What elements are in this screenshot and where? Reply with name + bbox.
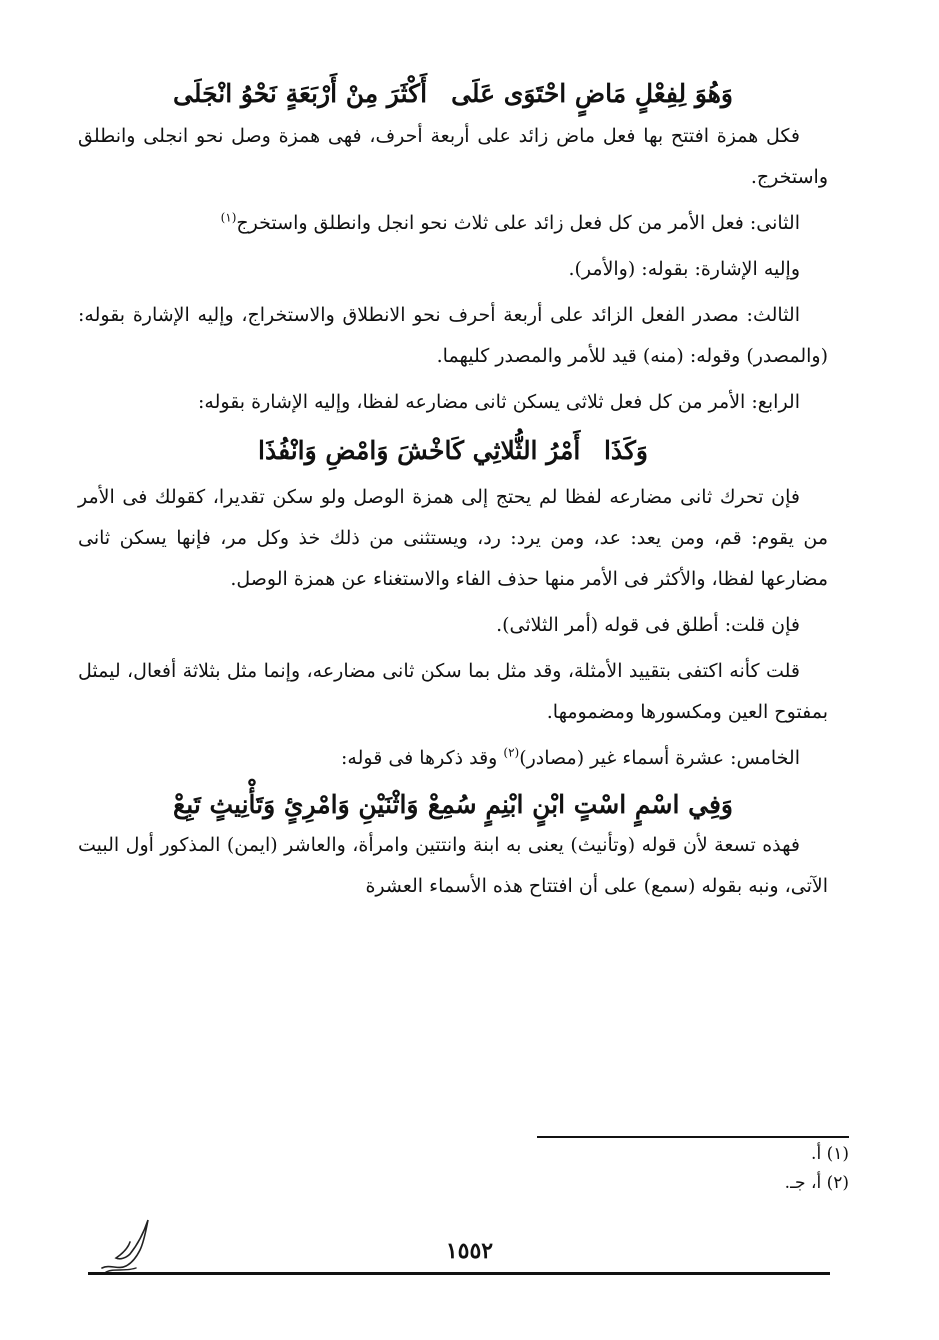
book-page <box>78 60 828 912</box>
paragraph: وإليه الإشارة: بقوله: (والأمر). <box>568 258 800 280</box>
verse-first-hemistich: وَفِي اسْمٍ اسْتٍ ابْنٍ ابْنِمٍ سُمِعْ <box>427 790 733 819</box>
verse-line <box>258 431 648 471</box>
paragraph-text: وقد ذكرها فى قوله: <box>341 747 504 769</box>
verse-first-hemistich: وَكَذَا <box>603 436 648 465</box>
verse-line <box>173 74 733 114</box>
paragraph: فكل همزة افتتح بها فعل ماض زائد على أربعة أحرف، فهى همزة وصل نحو انجلى وانطلق واستخرج. <box>78 125 828 188</box>
footnote: (١) أ. <box>811 1144 849 1164</box>
paragraph: الثالث: مصدر الفعل الزائد على أربعة أحرف نحو الانطلاق والاستخراج، وإليه الإشارة بقوله: (والمصدر) وقوله: (منه) قيد للأمر والمصدر كليهما. <box>78 304 828 367</box>
verse-second-hemistich: أَمْرُ الثُّلاثِي كَاخْشَ وَامْضِ وَانْفُذَا <box>258 436 581 465</box>
footnote-reference: (١) <box>220 210 237 225</box>
paragraph: قلت كأنه اكتفى بتقييد الأمثلة، وقد مثل بما سكن ثانى مضارعه، وإنما مثل بثلاثة أفعال، ليمثل بمفتوح العين ومكسورها ومضمومها. <box>78 660 828 723</box>
paragraph: فإن تحرك ثانى مضارعه لفظا لم يحتج إلى همزة الوصل ولو سكن تقديرا، كقولك فى الأمر من يقوم: قم، ومن يعد: عد، ومن يرد: رد، ويستثنى من ذلك خذ وكل مر، فإنها يسكن ثانى مضارعها لفظا، والأكثر فى الأمر منها حذف الفاء والاستغناء عن همزة الوصل. <box>78 486 828 590</box>
verse-second-hemistich: وَاثْنَيْنِ وَامْرِئٍ وَتَأْنِيثٍ تَبِعْ <box>173 790 419 819</box>
verse-first-hemistich: وَهُوَ لِفِعْلٍ مَاضٍ احْتَوَى عَلَى <box>451 79 733 108</box>
page-number: ١٥٥٢ <box>445 1238 494 1264</box>
paragraph: فهذه تسعة لأن قوله (وتأنيث) يعنى به ابنة وانتتين وامرأة، والعاشر (ايمن) المذكور أول البيت الآتى، ونبه بقوله (سمع) على أن افتتاح هذه الأسماء العشرة <box>78 834 828 897</box>
paragraph <box>78 203 828 244</box>
verse-line <box>173 785 733 825</box>
verse-second-hemistich: أَكْثَرَ مِنْ أَرْبَعَةٍ نَحْوُ انْجَلَى <box>173 79 428 108</box>
footnotes <box>449 1140 849 1198</box>
footnote: (٢) أ، جـ. <box>784 1173 849 1193</box>
footnote-divider <box>537 1136 849 1138</box>
paragraph <box>78 738 828 779</box>
paragraph-text: الثانى: فعل الأمر من كل فعل زائد على ثلاث نحو انجل وانطلق واستخرج <box>236 212 800 234</box>
bottom-rule <box>88 1272 830 1275</box>
paragraph-text: الخامس: عشرة أسماء غير (مصادر) <box>519 747 800 769</box>
paragraph: الرابع: الأمر من كل فعل ثلاثى يسكن ثانى مضارعه لفظا، وإليه الإشارة بقوله: <box>198 391 800 413</box>
footnote-reference: (٢) <box>503 745 520 760</box>
paragraph: فإن قلت: أطلق فى قوله (أمر الثلاثى). <box>496 614 800 636</box>
